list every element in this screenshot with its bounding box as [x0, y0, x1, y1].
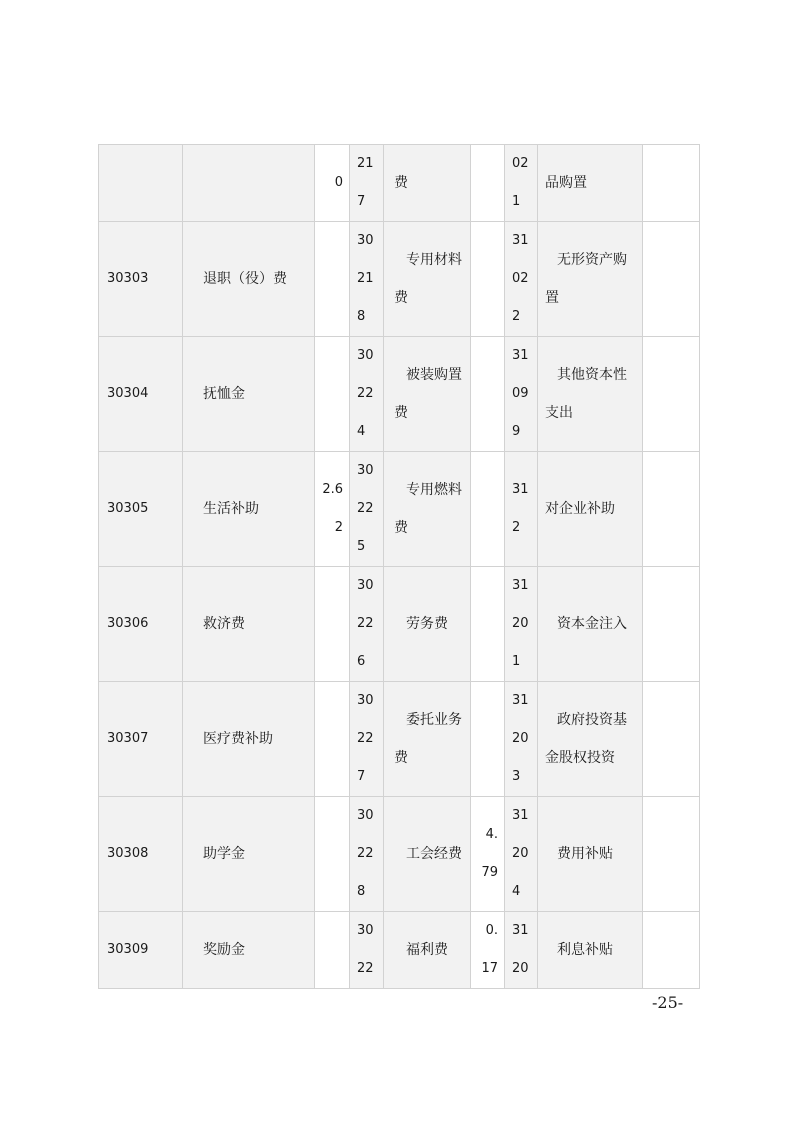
- econ-class-code-2: [350, 797, 384, 912]
- amount-cell: [315, 145, 350, 222]
- amount-cell-2: [471, 682, 505, 797]
- code2-line: 22: [357, 386, 374, 401]
- code2-line: 7: [357, 769, 366, 784]
- code2-line: 30: [357, 923, 374, 938]
- econ-class-name-2: [384, 222, 471, 337]
- table-row: [99, 452, 700, 567]
- econ-class-name: 奖励金: [183, 912, 315, 989]
- econ-class-code: 30304: [99, 337, 183, 452]
- name3-line: 置: [545, 290, 559, 306]
- econ-class-code-2: [350, 337, 384, 452]
- econ-class-code-2: [350, 682, 384, 797]
- code2-line: 22: [357, 616, 374, 631]
- amount-cell-2: [471, 797, 505, 912]
- code3-line: 3: [512, 769, 521, 784]
- name3-line: 无形资产购: [557, 252, 627, 268]
- econ-class-name-2: [384, 337, 471, 452]
- code3-line: 20: [512, 846, 529, 861]
- code3-line: 31: [512, 233, 529, 248]
- amount-cell: [315, 452, 350, 567]
- econ-class-code-3: [505, 452, 538, 567]
- amount-cell-2: [471, 567, 505, 682]
- econ-class-code-3: [505, 145, 538, 222]
- econ-class-code: [99, 145, 183, 222]
- name2-line: 专用燃料: [406, 482, 462, 498]
- name3-line: 品购置: [545, 175, 587, 191]
- code2-line: 22: [357, 731, 374, 746]
- table-row: [99, 145, 700, 222]
- name2-line: 委托业务: [406, 712, 462, 728]
- amount-cell-3: [643, 682, 700, 797]
- econ-class-name-3: [538, 797, 643, 912]
- table-row: [99, 912, 700, 989]
- amount-cell-2: [471, 145, 505, 222]
- name2-line: 工会经费: [406, 846, 462, 862]
- name2-line: 费: [394, 750, 408, 766]
- amount-cell-3: [643, 222, 700, 337]
- amount-cell: [315, 567, 350, 682]
- code2-line: 5: [357, 539, 366, 554]
- code2-line: 8: [357, 884, 366, 899]
- code3-line: 9: [512, 424, 521, 439]
- econ-class-name-2: [384, 145, 471, 222]
- code3-line: 2: [512, 309, 521, 324]
- econ-class-code-3: [505, 912, 538, 989]
- name3-line: 支出: [545, 405, 573, 421]
- code2-line: 22: [357, 501, 374, 516]
- econ-class-code-3: [505, 797, 538, 912]
- code2-line: 30: [357, 348, 374, 363]
- name2-line: 劳务费: [406, 616, 448, 632]
- code3-line: 31: [512, 808, 529, 823]
- code3-line: 31: [512, 693, 529, 708]
- econ-class-name: 助学金: [183, 797, 315, 912]
- econ-class-name: 退职（役）费: [183, 222, 315, 337]
- name2-line: 福利费: [406, 942, 448, 958]
- code2-line: 30: [357, 578, 374, 593]
- code3-line: 4: [512, 884, 521, 899]
- econ-class-name: 救济费: [183, 567, 315, 682]
- amount1-line: 2.6: [322, 482, 343, 497]
- amount-cell: [315, 797, 350, 912]
- econ-class-code-3: [505, 222, 538, 337]
- code2-line: 7: [357, 194, 366, 209]
- code3-line: 31: [512, 482, 529, 497]
- econ-class-code-3: [505, 567, 538, 682]
- amount-cell-2: [471, 912, 505, 989]
- name2-line: 费: [394, 405, 408, 421]
- amount-cell-3: [643, 337, 700, 452]
- code3-line: 1: [512, 194, 521, 209]
- econ-class-name-3: [538, 912, 643, 989]
- econ-class-name-2: [384, 452, 471, 567]
- code2-line: 4: [357, 424, 366, 439]
- amount-cell: [315, 682, 350, 797]
- econ-class-code-2: [350, 452, 384, 567]
- name3-line: 金股权投资: [545, 750, 615, 766]
- code2-line: 22: [357, 961, 374, 976]
- econ-class-name-3: [538, 222, 643, 337]
- amount-cell-2: [471, 222, 505, 337]
- amount2-line: 0.: [485, 923, 498, 938]
- code2-line: 8: [357, 309, 366, 324]
- econ-class-name-2: [384, 797, 471, 912]
- econ-class-code: 30303: [99, 222, 183, 337]
- econ-class-code-2: [350, 567, 384, 682]
- code3-line: 20: [512, 616, 529, 631]
- name3-line: 其他资本性: [557, 367, 627, 383]
- code2-line: 30: [357, 233, 374, 248]
- code3-line: 2: [512, 520, 521, 535]
- code2-line: 30: [357, 463, 374, 478]
- amount2-line: 79: [481, 865, 498, 880]
- amount-cell-3: [643, 912, 700, 989]
- code3-line: 20: [512, 731, 529, 746]
- amount1-line: 2: [334, 520, 343, 535]
- code3-line: 20: [512, 961, 529, 976]
- econ-class-code-2: [350, 912, 384, 989]
- econ-class-name-3: [538, 567, 643, 682]
- code2-line: 6: [357, 654, 366, 669]
- econ-class-name-2: [384, 567, 471, 682]
- name2-line: 被装购置: [406, 367, 462, 383]
- amount-cell: [315, 912, 350, 989]
- amount-cell-3: [643, 452, 700, 567]
- econ-class-name-2: [384, 912, 471, 989]
- amount1-line: 0: [334, 175, 343, 190]
- econ-class-code: 30306: [99, 567, 183, 682]
- code3-line: 1: [512, 654, 521, 669]
- econ-class-name: 抚恤金: [183, 337, 315, 452]
- code2-line: 22: [357, 846, 374, 861]
- code2-line: 30: [357, 693, 374, 708]
- econ-class-name-3: [538, 337, 643, 452]
- table-row: [99, 337, 700, 452]
- name3-line: 对企业补助: [545, 501, 615, 517]
- amount-cell-3: [643, 567, 700, 682]
- amount2-line: 4.: [485, 827, 498, 842]
- econ-class-code: 30308: [99, 797, 183, 912]
- name2-line: 专用材料: [406, 252, 462, 268]
- amount-cell-2: [471, 337, 505, 452]
- code3-line: 02: [512, 156, 529, 171]
- table-row: [99, 567, 700, 682]
- econ-class-code-3: [505, 337, 538, 452]
- econ-class-name-3: [538, 145, 643, 222]
- econ-class-name: 医疗费补助: [183, 682, 315, 797]
- econ-class-code: 30309: [99, 912, 183, 989]
- econ-class-name: 生活补助: [183, 452, 315, 567]
- amount2-line: 17: [481, 961, 498, 976]
- code3-line: 31: [512, 348, 529, 363]
- amount-cell-3: [643, 145, 700, 222]
- econ-class-code-2: [350, 222, 384, 337]
- amount-cell: [315, 337, 350, 452]
- name2-line: 费: [394, 175, 408, 191]
- code3-line: 09: [512, 386, 529, 401]
- name3-line: 利息补贴: [557, 942, 613, 958]
- econ-class-name-2: [384, 682, 471, 797]
- code2-line: 21: [357, 156, 374, 171]
- amount-cell-3: [643, 797, 700, 912]
- page-number: -25-: [652, 993, 684, 1012]
- econ-class-code: 30305: [99, 452, 183, 567]
- econ-class-code-3: [505, 682, 538, 797]
- code3-line: 31: [512, 923, 529, 938]
- name2-line: 费: [394, 290, 408, 306]
- econ-class-code-2: [350, 145, 384, 222]
- code2-line: 30: [357, 808, 374, 823]
- econ-class-name: [183, 145, 315, 222]
- table-row: [99, 797, 700, 912]
- econ-class-name-3: [538, 682, 643, 797]
- code3-line: 31: [512, 578, 529, 593]
- table-row: [99, 222, 700, 337]
- econ-class-name-3: [538, 452, 643, 567]
- name3-line: 资本金注入: [557, 616, 627, 632]
- code3-line: 02: [512, 271, 529, 286]
- code2-line: 21: [357, 271, 374, 286]
- budget-table: [98, 144, 700, 989]
- table-row: [99, 682, 700, 797]
- name3-line: 政府投资基: [557, 712, 627, 728]
- econ-class-code: 30307: [99, 682, 183, 797]
- amount-cell: [315, 222, 350, 337]
- name3-line: 费用补贴: [557, 846, 613, 862]
- name2-line: 费: [394, 520, 408, 536]
- amount-cell-2: [471, 452, 505, 567]
